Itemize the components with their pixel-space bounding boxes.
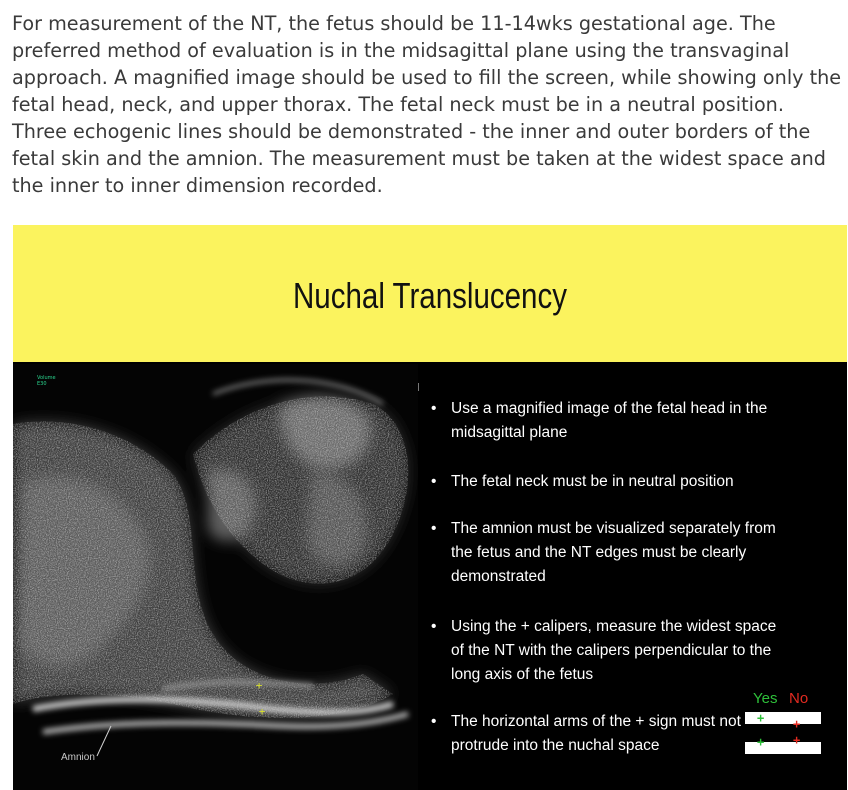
amnion-label: Amnion [61,752,95,763]
nuchal-translucency-slide [13,225,847,790]
ultrasound-image [13,364,418,790]
image-overlay-label: Volume E30 [37,375,56,387]
bullet-item: • Using the + calipers, measure the widest space of the NT with the calipers perpendicular to the long axis of the fetus [431,618,777,683]
slide-title-bar [13,225,847,362]
legend-plus-red: + [793,717,801,731]
legend-no: No [789,690,809,707]
legend-yes: Yes [753,690,778,707]
legend-plus-green: + [757,735,765,749]
legend-plus-green: + [757,711,765,725]
caliper-bottom: + [258,705,266,718]
slide-title: Nuchal Translucency [292,275,568,316]
legend-bar-incorrect [745,733,821,754]
bullet-item: • The amnion must be visualized separately from the fetus and the NT edges must be clearly demonstrated [431,520,776,585]
intro-paragraph: For measurement of the NT, the fetus should be 11-14wks gestational age. The preferred method of evaluation is in the midsagittal plane using the transvaginal approach. A magnified image should be used to fill the screen, while showing only the fetal head, neck, and upper thorax. The fetal neck must be in a neutral position. Three echogenic lines should be demonstrated - the inner and outer borders of the fetal skin and the amnion. The measurement must be taken at the widest space and the inner to inner dimension recorded. [12,12,842,197]
legend-plus-red: + [793,733,801,747]
bullet-item: • The horizontal arms of the + sign must not protrude into the nuchal space [431,713,741,754]
legend-bar-correct [745,711,821,731]
bullet-item: • The fetal neck must be in neutral position [431,473,734,490]
divider [418,383,419,391]
caliper-top: + [255,679,263,692]
bullet-item: • Use a magnified image of the fetal head in the midsagittal plane [431,400,768,441]
